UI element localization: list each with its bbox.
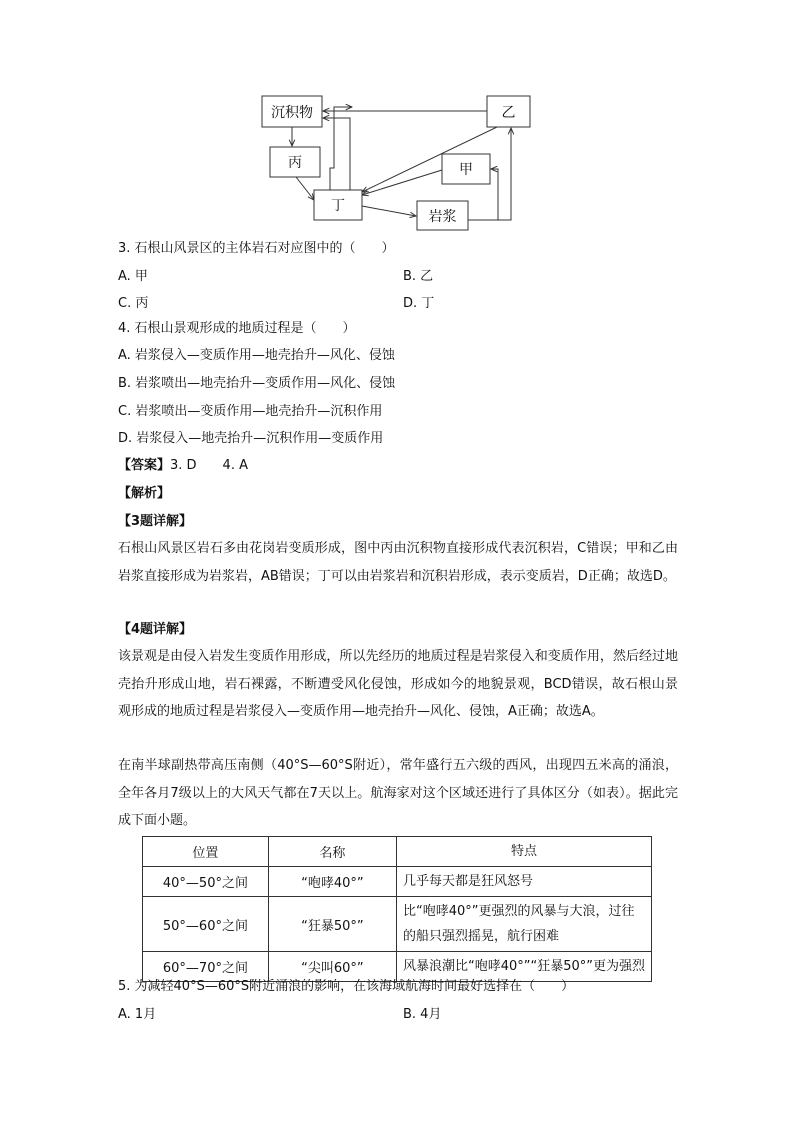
q5-stem: 5. 为减轻40°S—60°S附近涌浪的影响，在该海域航海时间最好选择在（ ） bbox=[118, 979, 575, 994]
table-cell: 40°—50°之间 bbox=[143, 867, 269, 897]
arrow-magma-to-jia bbox=[491, 169, 498, 220]
answer-line bbox=[118, 457, 248, 475]
detail4-label: 【4题详解】 bbox=[118, 622, 193, 637]
q3-option-c[interactable]: C. 丙 bbox=[118, 296, 149, 311]
table-row bbox=[143, 897, 652, 952]
q3-option-b[interactable]: B. 乙 bbox=[403, 269, 434, 284]
detail4-text: 该景观是由侵入岩发生变质作用形成，所以先经历的地质过程是岩浆侵入和变质作用，然后经过地壳抬升形成山地，岩石裸露，不断遭受风化侵蚀，形成如今的地貌景观，BCD错误，故石根山景观形成的地质过程是岩浆侵入—变质作用—地壳抬升—风化、侵蚀，A正确；故选A。 bbox=[118, 649, 678, 719]
box-sediment bbox=[262, 96, 322, 127]
table-cell: 几乎每天都是狂风怒号 bbox=[396, 867, 651, 897]
table-header: 位置 bbox=[143, 837, 269, 867]
table-cell: “狂暴50°” bbox=[268, 897, 396, 952]
q4-stem: 4. 石根山景观形成的地质过程是（ ） bbox=[118, 321, 356, 336]
q4-option-c[interactable]: C. 岩浆喷出—变质作用—地壳抬升—沉积作用 bbox=[118, 404, 383, 419]
svg-text:甲: 甲 bbox=[459, 162, 473, 178]
box-magma bbox=[417, 201, 468, 230]
box-ding bbox=[314, 190, 362, 220]
intro-paragraph: 在南半球副热带高压南侧（40°S—60°S附近），常年盛行五六级的西风，出现四五米高的涌浪，全年各月7级以上的大风天气都在7天以上。航海家对这个区域还进行了具体区分（如表）。据此完成下面小题。 bbox=[118, 758, 678, 828]
table-row bbox=[143, 867, 652, 897]
table-cell: 50°—60°之间 bbox=[143, 897, 269, 952]
table-cell: 风暴浪潮比“咆哮40°”“狂暴50°”更为强烈 bbox=[396, 952, 651, 982]
table-header: 特点 bbox=[396, 837, 651, 867]
q4-option-d[interactable]: D. 岩浆侵入—地壳抬升—沉积作用—变质作用 bbox=[118, 431, 384, 446]
analysis-label: 【解析】 bbox=[118, 486, 171, 501]
table-cell: “尖叫60°” bbox=[268, 952, 396, 982]
q3-option-a[interactable]: A. 甲 bbox=[118, 269, 148, 284]
arrow-ding-to-magma bbox=[362, 206, 416, 216]
table-cell: “咆哮40°” bbox=[268, 867, 396, 897]
svg-text:沉积物: 沉积物 bbox=[271, 105, 313, 121]
svg-text:岩浆: 岩浆 bbox=[428, 209, 457, 225]
arrow-bing-to-ding bbox=[296, 177, 314, 200]
box-bing bbox=[270, 147, 320, 177]
svg-text:丙: 丙 bbox=[288, 155, 302, 171]
table-cell: 60°—70°之间 bbox=[143, 952, 269, 982]
q4-option-b[interactable]: B. 岩浆喷出—地壳抬升—变质作用—风化、侵蚀 bbox=[118, 376, 396, 391]
q4-option-a[interactable]: A. 岩浆侵入—变质作用—地壳抬升—风化、侵蚀 bbox=[118, 348, 395, 363]
q5-option-a[interactable]: A. 1月 bbox=[118, 1007, 157, 1022]
box-yi bbox=[487, 96, 530, 127]
arrow-ding-to-sediment-2 bbox=[323, 118, 350, 190]
table-header: 名称 bbox=[268, 837, 396, 867]
q3-option-d[interactable]: D. 丁 bbox=[403, 296, 435, 311]
arrow-ding-to-sediment bbox=[330, 107, 352, 190]
box-jia bbox=[442, 154, 490, 184]
detail3-text: 石根山风景区岩石多由花岗岩变质形成，图中丙由沉积物直接形成代表沉积岩，C错误；甲和乙由岩浆直接形成为岩浆岩，AB错误；丁可以由岩浆岩和沉积岩形成，表示变质岩，D正确；故选D。 bbox=[118, 541, 678, 584]
arrow-jia-to-ding bbox=[362, 170, 442, 195]
latitude-table bbox=[142, 836, 652, 982]
table-cell: 比“咆哮40°”更强烈的风暴与大浪，过往的船只强烈摇晃，航行困难 bbox=[396, 897, 651, 952]
table-row bbox=[143, 952, 652, 982]
answer-label: 【答案】 bbox=[118, 458, 171, 473]
table-header-row bbox=[143, 837, 652, 867]
q3-stem: 3. 石根山风景区的主体岩石对应图中的（ ） bbox=[118, 241, 395, 256]
rock-cycle-diagram bbox=[0, 0, 794, 240]
q5-option-b[interactable]: B. 4月 bbox=[403, 1007, 442, 1022]
svg-text:丁: 丁 bbox=[331, 198, 345, 214]
svg-text:乙: 乙 bbox=[501, 105, 516, 121]
detail3-label: 【3题详解】 bbox=[118, 514, 193, 529]
answer-text: 3. D 4. A bbox=[170, 458, 248, 473]
